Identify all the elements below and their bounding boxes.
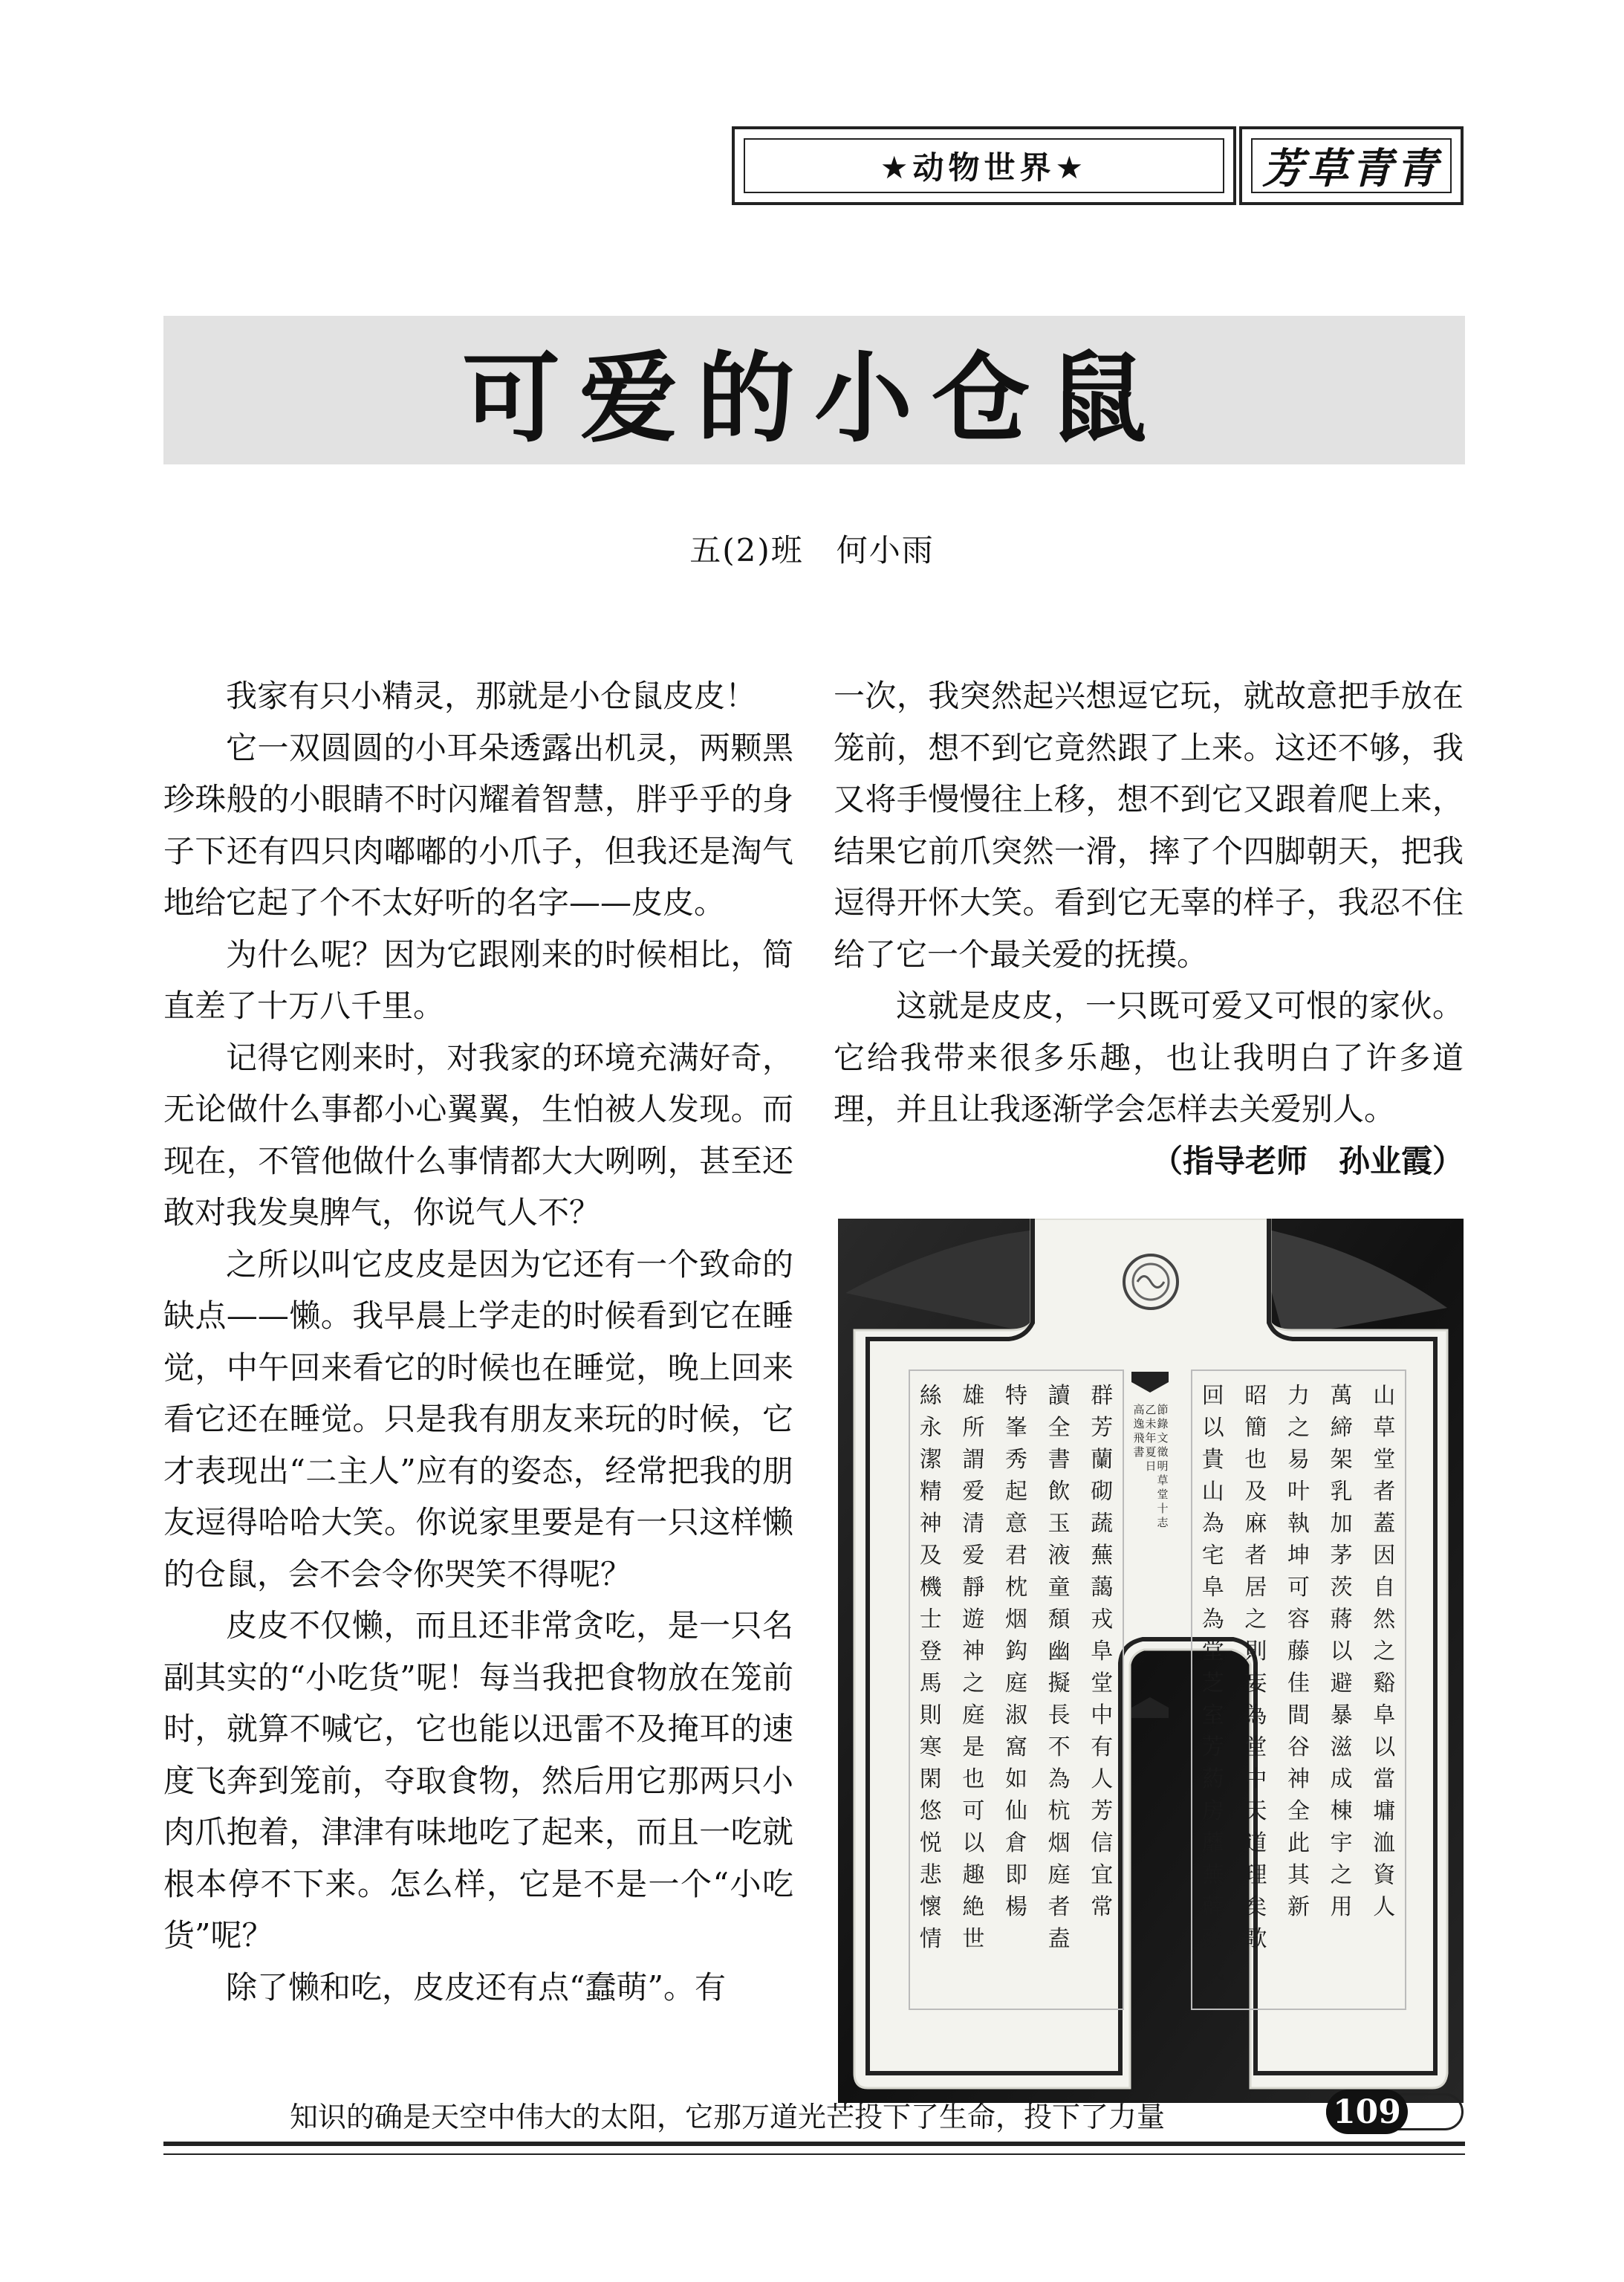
article-title: 可爱的小仓鼠 (462, 342, 1166, 456)
calligraphy-character: 神 (1287, 1766, 1310, 1792)
calligraphy-character: 妄 (1244, 1670, 1267, 1696)
calligraphy-character: 以 (1330, 1638, 1353, 1665)
calligraphy-character: 馬 (919, 1670, 942, 1696)
calligraphy-character: 爱 (962, 1543, 985, 1569)
page-number: 109 (1326, 2090, 1408, 2134)
calligraphy-character: 飲 (1048, 1479, 1071, 1505)
calligraphy-character: 阜 (1373, 1702, 1396, 1728)
calligraphy-character: 中 (1244, 1766, 1267, 1792)
calligraphy-character: 擬 (1048, 1670, 1071, 1696)
calligraphy-character: 潔 (919, 1447, 942, 1473)
calligraphy-character: 容 (1287, 1607, 1310, 1633)
calligraphy-character: 永 (919, 1415, 942, 1441)
inscription-character: 高 (1133, 1403, 1145, 1416)
calligraphy-character: 人 (1373, 1894, 1396, 1920)
calligraphy-character: 精 (919, 1479, 942, 1505)
calligraphy-character: 資 (1373, 1862, 1396, 1888)
calligraphy-character: 杭 (1048, 1798, 1071, 1824)
inscription-character: 年 (1145, 1431, 1157, 1445)
calligraphy-character: 寒 (919, 1734, 942, 1760)
calligraphy-character: 草 (1373, 1415, 1396, 1441)
calligraphy-character: 者 (1048, 1894, 1071, 1920)
calligraphy-character: 加 (1330, 1511, 1353, 1537)
calligraphy-character: 絶 (962, 1894, 985, 1920)
inscription-character: 草 (1157, 1474, 1169, 1487)
calligraphy-character: 機 (919, 1575, 942, 1601)
calligraphy-character: 窩 (1005, 1734, 1027, 1760)
calligraphy-character: 之 (1244, 1607, 1267, 1633)
calligraphy-character: 房 (1201, 1798, 1224, 1824)
calligraphy-character: 宅 (1201, 1543, 1224, 1569)
calligraphy-character: 芳 (1091, 1415, 1114, 1441)
calligraphy-character: 之 (1330, 1862, 1353, 1888)
calligraphy-character: 新 (1287, 1894, 1310, 1920)
calligraphy-character: 也 (1244, 1447, 1267, 1473)
inscription-character: 志 (1157, 1516, 1169, 1529)
paragraph: 我家有只小精灵，那就是小仓鼠皮皮！ (226, 678, 757, 714)
calligraphy-character: 雄 (962, 1383, 985, 1409)
calligraphy-character: 悦 (919, 1830, 942, 1856)
calligraphy-character: 悲 (919, 1862, 942, 1888)
calligraphy-character: 回 (1201, 1383, 1224, 1409)
byline: 五(2)班 何小雨 (689, 532, 935, 568)
calligraphy-character: 鈎 (1005, 1638, 1027, 1665)
calligraphy-character: 茅 (1330, 1543, 1353, 1569)
calligraphy-character: 坤 (1287, 1543, 1310, 1569)
calligraphy-character: 可 (962, 1798, 985, 1824)
calligraphy-character: 芳 (1091, 1798, 1114, 1824)
calligraphy-character: 藹 (1091, 1575, 1114, 1601)
calligraphy-character: 所 (962, 1415, 985, 1441)
inscription-character: 飛 (1133, 1431, 1145, 1445)
calligraphy-character: 神 (919, 1511, 942, 1537)
paragraph: 除了懒和吃，皮皮还有点“蠢萌”。有 (226, 1968, 726, 2006)
calligraphy-character: 戎 (1201, 1958, 1224, 1984)
calligraphy-character: 者 (1244, 1543, 1267, 1569)
calligraphy-character: 秀 (1005, 1447, 1027, 1473)
calligraphy-character: 頹 (1048, 1607, 1071, 1633)
calligraphy-character: 庭 (1005, 1670, 1027, 1696)
calligraphy-character: 力 (1287, 1383, 1310, 1409)
calligraphy-character: 書 (1048, 1447, 1071, 1473)
inscription-character: 逸 (1133, 1417, 1145, 1430)
calligraphy-photo (838, 1219, 1464, 2103)
calligraphy-character: 因 (1373, 1543, 1396, 1569)
calligraphy-character: 群 (1091, 1383, 1114, 1409)
calligraphy-character: 蔬 (1091, 1511, 1114, 1537)
calligraphy-character: 庭 (962, 1702, 985, 1728)
calligraphy-character: 為 (1201, 1511, 1224, 1537)
inscription-character: 節 (1157, 1403, 1169, 1416)
paragraph: 记得它刚来时，对我家的环境充满好奇，无论做什么事都小心翼翼，生怕被人发现。而现在，不管他做什么事情都大大咧咧，甚至还敢对我发臭脾气，你说气人不？ (163, 1039, 793, 1231)
paragraph: 之所以叫它皮皮是因为它还有一个致命的缺点——懒。我早晨上学走的时候看到它在睡觉，中午回来看它的时候也在睡觉，晚上回来看它还在睡觉。只是我有朋友来玩的时候，它才表现出“二主人”应有的姿态，经常把我的朋友逗得哈哈大笑。你说家里要是有一只这样懒的仓鼠，会不会令你哭笑不得呢？ (163, 1245, 793, 1592)
calligraphy-character: 荔 (1201, 1926, 1224, 1952)
calligraphy-character: 間 (1287, 1702, 1310, 1728)
column-label: 芳草青青 (1251, 138, 1452, 193)
inscription-character: 日 (1145, 1459, 1157, 1473)
calligraphy-character: 也 (962, 1766, 985, 1792)
paragraph: 一次，我突然起兴想逗它玩，就故意把手放在笼前，想不到它竟然跟了上来。这还不够，我又将手慢慢往上移，想不到它又跟着爬上来，结果它前爪突然一滑，摔了个四脚朝天，把我逗得开怀大笑。看到它无辜的样子，我忍不住给了它一个最关爱的抚摸。 (834, 678, 1464, 973)
calligraphy-character: 則 (919, 1702, 942, 1728)
left-column (163, 670, 793, 2013)
calligraphy-character: 絲 (919, 1383, 942, 1409)
calligraphy-character: 謂 (962, 1447, 985, 1473)
calligraphy-character: 昭 (1244, 1383, 1267, 1409)
inscription-character: 乙 (1145, 1403, 1157, 1416)
calligraphy-character: 有 (1091, 1734, 1114, 1760)
calligraphy-character: 之 (962, 1670, 985, 1696)
calligraphy-character: 蕪 (1091, 1543, 1114, 1569)
calligraphy-character: 山 (1201, 1479, 1224, 1505)
calligraphy-character: 仙 (1005, 1798, 1027, 1824)
calligraphy-character: 棟 (1330, 1798, 1353, 1824)
calligraphy-character: 天 (1244, 1798, 1267, 1824)
calligraphy-character: 架 (1330, 1447, 1353, 1473)
footer-rule-thick (163, 2142, 1465, 2146)
calligraphy-character: 全 (1048, 1415, 1071, 1441)
calligraphy-character: 谷 (1287, 1734, 1310, 1760)
calligraphy-character: 烟 (1005, 1607, 1027, 1633)
calligraphy-character: 靜 (962, 1575, 985, 1601)
calligraphy-character: 中 (1091, 1702, 1114, 1728)
calligraphy-character: 之 (1287, 1415, 1310, 1441)
calligraphy-character: 蘼 (1201, 1830, 1224, 1856)
calligraphy-character: 為 (1048, 1766, 1071, 1792)
calligraphy-character: 信 (1091, 1830, 1114, 1856)
column-label-box (1239, 126, 1464, 205)
calligraphy-artwork (838, 1219, 1464, 2103)
calligraphy-character: 宇 (1330, 1830, 1353, 1856)
inscription-character: 堂 (1157, 1488, 1169, 1501)
calligraphy-character: 然 (1373, 1607, 1396, 1633)
inscription-character: 徵 (1157, 1445, 1169, 1459)
calligraphy-character: 締 (1330, 1415, 1353, 1441)
calligraphy-character: 戎 (1091, 1607, 1114, 1633)
calligraphy-character: 堂 (1373, 1447, 1396, 1473)
calligraphy-character: 峯 (1005, 1415, 1027, 1441)
inscription-character: 明 (1157, 1459, 1169, 1473)
calligraphy-character: 洫 (1373, 1830, 1396, 1856)
calligraphy-character: 可 (1287, 1575, 1310, 1601)
calligraphy-character: 烟 (1048, 1830, 1071, 1856)
calligraphy-character: 貴 (1201, 1447, 1224, 1473)
calligraphy-character: 乳 (1330, 1479, 1353, 1505)
inscription-character: 文 (1157, 1431, 1169, 1445)
calligraphy-character: 趣 (962, 1862, 985, 1888)
calligraphy-character: 當 (1373, 1766, 1396, 1792)
calligraphy-character: 堂 (1201, 1638, 1224, 1665)
calligraphy-character: 及 (919, 1543, 942, 1569)
calligraphy-character: 萬 (1330, 1383, 1353, 1409)
calligraphy-character: 登 (919, 1638, 942, 1665)
calligraphy-character: 全 (1287, 1798, 1310, 1824)
inscription-character: 書 (1133, 1445, 1145, 1459)
calligraphy-character: 易 (1287, 1447, 1310, 1473)
calligraphy-character: 蕪 (1201, 1862, 1224, 1888)
calligraphy-character: 君 (1005, 1543, 1027, 1569)
paragraph: 皮皮不仅懒，而且还非常贪吃，是一只名副其实的“小吃货”呢！每当我把食物放在笼前时，就算不喊它，它也能以迅雷不及掩耳的速度飞奔到笼前，夺取食物，然后用它那两只小肉爪抱着，津津有味地吃了起来，而且一吃就根本停不下来。怎么样，它是不是一个“小吃货”呢？ (163, 1607, 793, 1954)
inscription-character: 未 (1145, 1417, 1157, 1430)
calligraphy-character: 宜 (1091, 1862, 1114, 1888)
calligraphy-character: 芳 (1201, 1734, 1224, 1760)
calligraphy-character: 歌 (1244, 1926, 1267, 1952)
calligraphy-character: 閑 (919, 1766, 942, 1792)
calligraphy-character: 楊 (1005, 1894, 1027, 1920)
calligraphy-character: 以 (1201, 1415, 1224, 1441)
calligraphy-character: 叶 (1287, 1479, 1310, 1505)
calligraphy-character: 悠 (919, 1798, 942, 1824)
calligraphy-character: 暴 (1330, 1702, 1353, 1728)
calligraphy-character: 矣 (1244, 1894, 1267, 1920)
calligraphy-character: 以 (1373, 1734, 1396, 1760)
calligraphy-character: 用 (1330, 1894, 1353, 1920)
calligraphy-character: 墉 (1373, 1798, 1396, 1824)
calligraphy-character: 則 (1244, 1638, 1267, 1665)
calligraphy-character: 為 (1244, 1702, 1267, 1728)
calligraphy-character: 庭 (1048, 1862, 1071, 1888)
inscription-character: 夏 (1145, 1445, 1157, 1459)
title-band (163, 316, 1465, 464)
section-label: ★动物世界★ (744, 138, 1224, 193)
calligraphy-character: 室 (1201, 1702, 1224, 1728)
calligraphy-character: 芝 (1201, 1670, 1224, 1696)
calligraphy-character: 薜 (1201, 1894, 1224, 1920)
paragraph: 为什么呢？因为它跟刚来的时候相比，简直差了十万八千里。 (163, 936, 793, 1024)
calligraphy-character: 佳 (1287, 1670, 1310, 1696)
calligraphy-character: 麻 (1244, 1511, 1267, 1537)
footer-quote: 知识的确是天空中伟大的太阳，它那万道光芒投下了生命，投下了力量 (290, 2101, 1166, 2133)
calligraphy-character: 即 (1005, 1862, 1027, 1888)
calligraphy-character: 滋 (1330, 1734, 1353, 1760)
calligraphy-character: 阜 (1201, 1575, 1224, 1601)
calligraphy-character: 淑 (1005, 1702, 1027, 1728)
calligraphy-character: 人 (1091, 1766, 1114, 1792)
calligraphy-character: 蔣 (1330, 1607, 1353, 1633)
calligraphy-character: 常 (1091, 1894, 1114, 1920)
calligraphy-character: 意 (1005, 1511, 1027, 1537)
calligraphy-character: 世 (962, 1926, 985, 1952)
calligraphy-character: 如 (1005, 1766, 1027, 1792)
calligraphy-character: 藤 (1287, 1638, 1310, 1665)
calligraphy-character: 執 (1287, 1511, 1310, 1537)
calligraphy-character: 玉 (1048, 1511, 1071, 1537)
calligraphy-character: 不 (1048, 1734, 1071, 1760)
calligraphy-character: 葯 (1201, 1766, 1224, 1792)
paragraph: 它一双圆圆的小耳朵透露出机灵，两颗黑珍珠般的小眼睛不时闪耀着智慧，胖乎乎的身子下还有四只肉嘟嘟的小爪子，但我还是淘气地给它起了个不太好听的名字——皮皮。 (163, 729, 793, 921)
calligraphy-character: 阜 (1091, 1638, 1114, 1665)
calligraphy-character: 清 (962, 1511, 985, 1537)
calligraphy-character: 堂 (1091, 1670, 1114, 1696)
calligraphy-character: 砌 (1091, 1479, 1114, 1505)
calligraphy-character: 倉 (1005, 1830, 1027, 1856)
calligraphy-character: 蘭 (1091, 1447, 1114, 1473)
calligraphy-character: 者 (1373, 1479, 1396, 1505)
calligraphy-character: 士 (919, 1607, 942, 1633)
calligraphy-character: 此 (1287, 1830, 1310, 1856)
calligraphy-character: 長 (1048, 1702, 1071, 1728)
calligraphy-character: 道 (1244, 1830, 1267, 1856)
calligraphy-character: 成 (1330, 1766, 1353, 1792)
calligraphy-character: 是 (962, 1734, 985, 1760)
calligraphy-character: 茨 (1330, 1575, 1353, 1601)
calligraphy-character: 情 (919, 1926, 942, 1952)
calligraphy-character: 神 (962, 1638, 985, 1665)
calligraphy-character: 枕 (1005, 1575, 1027, 1601)
calligraphy-character: 遊 (962, 1607, 985, 1633)
calligraphy-character: 童 (1048, 1575, 1071, 1601)
calligraphy-character: 以 (962, 1830, 985, 1856)
calligraphy-character: 特 (1005, 1383, 1027, 1409)
inscription-character: 錄 (1157, 1417, 1169, 1430)
calligraphy-character: 谿 (1373, 1670, 1396, 1696)
calligraphy-character: 讀 (1048, 1383, 1071, 1409)
right-column (834, 670, 1464, 1187)
calligraphy-character: 為 (1201, 1607, 1224, 1633)
calligraphy-character: 自 (1373, 1575, 1396, 1601)
calligraphy-character: 蓋 (1373, 1511, 1396, 1537)
calligraphy-character: 之 (1373, 1638, 1396, 1665)
calligraphy-character: 液 (1048, 1543, 1071, 1569)
calligraphy-character: 其 (1287, 1862, 1310, 1888)
teacher-signature: （指导老师 孙业霞） (1151, 1142, 1464, 1179)
calligraphy-character: 幽 (1048, 1638, 1071, 1665)
paragraph: 这就是皮皮，一只既可爱又可恨的家伙。它给我带来很多乐趣，也让我明白了许多道理，并且让我逐渐学会怎样去关爱别人。 (834, 988, 1464, 1127)
calligraphy-character: 懷 (919, 1894, 942, 1920)
calligraphy-character: 避 (1330, 1670, 1353, 1696)
calligraphy-character: 及 (1244, 1479, 1267, 1505)
calligraphy-character: 簡 (1244, 1415, 1267, 1441)
calligraphy-character: 居 (1244, 1575, 1267, 1601)
calligraphy-character: 堂 (1244, 1734, 1267, 1760)
footer-rule-thin (163, 2153, 1465, 2155)
calligraphy-character: 起 (1005, 1479, 1027, 1505)
calligraphy-character: 爱 (962, 1479, 985, 1505)
calligraphy-character: 山 (1373, 1383, 1396, 1409)
section-label-box (732, 126, 1236, 205)
calligraphy-character: 理 (1244, 1862, 1267, 1888)
calligraphy-character: 盍 (1048, 1926, 1071, 1952)
inscription-character: 十 (1157, 1502, 1169, 1515)
